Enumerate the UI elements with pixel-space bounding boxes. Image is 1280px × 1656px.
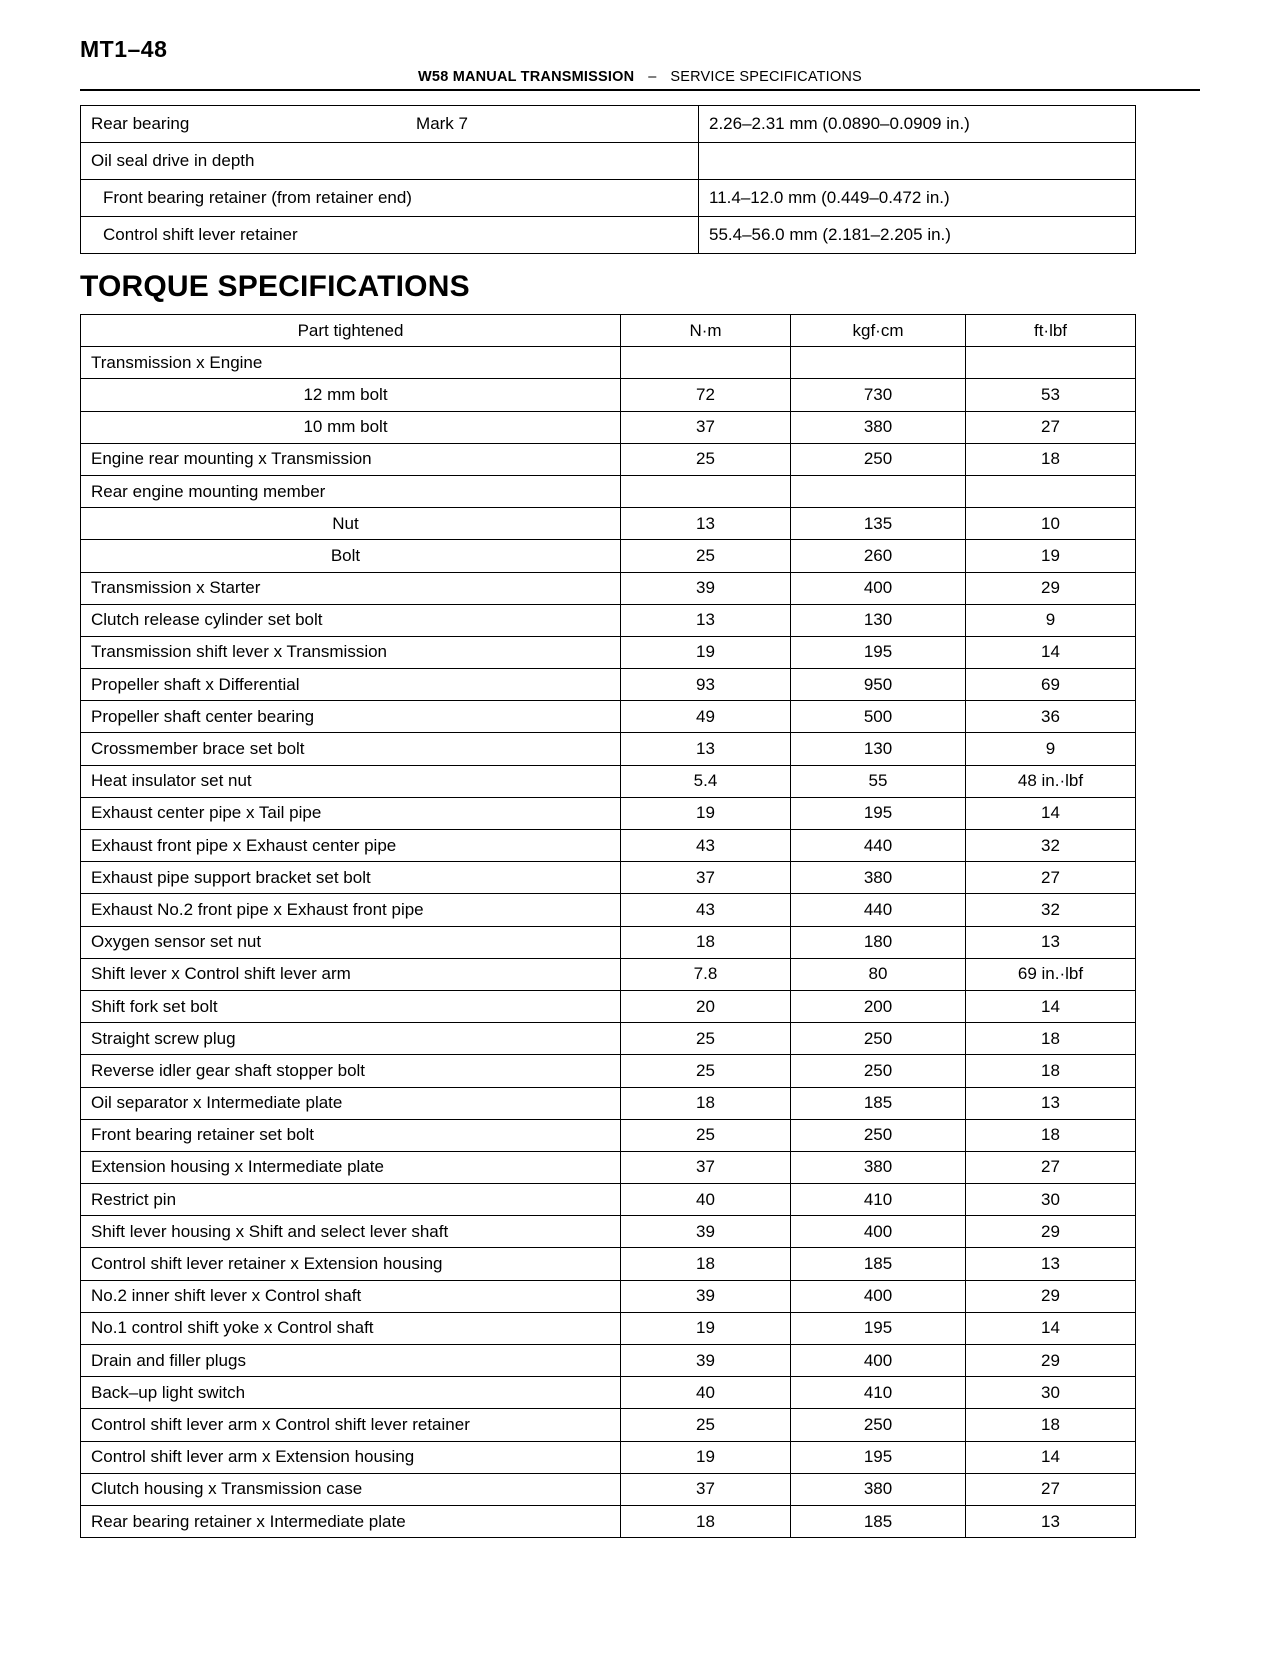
table-row (81, 540, 1136, 572)
kgfcm-cell: 200 (791, 990, 966, 1022)
kgfcm-cell: 185 (791, 1087, 966, 1119)
ftlbf-cell: 27 (966, 862, 1136, 894)
table-row (81, 797, 1136, 829)
table-row (81, 475, 1136, 507)
part-cell: Engine rear mounting x Transmission (81, 443, 621, 475)
kgfcm-cell: 130 (791, 604, 966, 636)
kgfcm-cell: 195 (791, 797, 966, 829)
kgfcm-cell: 440 (791, 830, 966, 862)
part-cell: Back–up light switch (81, 1377, 621, 1409)
header-separator: – (648, 69, 657, 85)
part-cell: Reverse idler gear shaft stopper bolt (81, 1055, 621, 1087)
ftlbf-cell (966, 347, 1136, 379)
ftlbf-cell: 18 (966, 443, 1136, 475)
part-cell: Drain and filler plugs (81, 1345, 621, 1377)
nm-cell: 20 (621, 990, 791, 1022)
part-cell: Clutch housing x Transmission case (81, 1473, 621, 1505)
table-row (81, 894, 1136, 926)
part-cell: No.1 control shift yoke x Control shaft (81, 1312, 621, 1344)
nm-cell: 25 (621, 1055, 791, 1087)
ftlbf-cell: 29 (966, 1345, 1136, 1377)
nm-cell: 13 (621, 733, 791, 765)
nm-cell: 37 (621, 411, 791, 443)
kgfcm-cell: 195 (791, 1441, 966, 1473)
nm-cell: 40 (621, 1377, 791, 1409)
part-cell: Bolt (81, 540, 621, 572)
ftlbf-cell: 53 (966, 379, 1136, 411)
ftlbf-cell: 14 (966, 797, 1136, 829)
kgfcm-cell: 380 (791, 1473, 966, 1505)
nm-cell: 72 (621, 379, 791, 411)
spec-value-cell: 2.26–2.31 mm (0.0890–0.0909 in.) (699, 106, 1136, 143)
column-header-ftlbf: ft·lbf (966, 315, 1136, 347)
nm-cell: 49 (621, 701, 791, 733)
ftlbf-cell: 14 (966, 990, 1136, 1022)
kgfcm-cell: 400 (791, 1216, 966, 1248)
nm-cell: 7.8 (621, 958, 791, 990)
table-row (81, 1409, 1136, 1441)
table-row (81, 1473, 1136, 1505)
kgfcm-cell: 410 (791, 1377, 966, 1409)
ftlbf-cell (966, 475, 1136, 507)
kgfcm-cell: 195 (791, 1312, 966, 1344)
nm-cell: 25 (621, 1119, 791, 1151)
ftlbf-cell: 13 (966, 1087, 1136, 1119)
ftlbf-cell: 29 (966, 1216, 1136, 1248)
kgfcm-cell: 260 (791, 540, 966, 572)
spec-name: Rear bearing (91, 114, 190, 133)
ftlbf-cell: 14 (966, 1441, 1136, 1473)
kgfcm-cell: 380 (791, 411, 966, 443)
ftlbf-cell: 27 (966, 1473, 1136, 1505)
ftlbf-cell: 32 (966, 894, 1136, 926)
table-row (81, 217, 1136, 254)
nm-cell: 13 (621, 604, 791, 636)
part-cell: Control shift lever arm x Extension housing (81, 1441, 621, 1473)
nm-cell: 18 (621, 1505, 791, 1537)
table-row (81, 733, 1136, 765)
table-row (81, 443, 1136, 475)
table-row (81, 1441, 1136, 1473)
kgfcm-cell: 135 (791, 508, 966, 540)
nm-cell: 19 (621, 1441, 791, 1473)
spec-name-cell (81, 106, 699, 143)
nm-cell: 39 (621, 1216, 791, 1248)
nm-cell: 5.4 (621, 765, 791, 797)
table-row (81, 1312, 1136, 1344)
table-row (81, 1151, 1136, 1183)
nm-cell: 18 (621, 1087, 791, 1119)
part-cell: Transmission x Engine (81, 347, 621, 379)
header-rule (80, 89, 1200, 91)
nm-cell: 43 (621, 894, 791, 926)
kgfcm-cell: 195 (791, 636, 966, 668)
ftlbf-cell: 30 (966, 1184, 1136, 1216)
part-cell: Control shift lever retainer x Extension housing (81, 1248, 621, 1280)
kgfcm-cell: 185 (791, 1505, 966, 1537)
kgfcm-cell: 250 (791, 1055, 966, 1087)
torque-specifications-table (80, 314, 1136, 1538)
nm-cell: 39 (621, 1280, 791, 1312)
table-row (81, 765, 1136, 797)
part-cell: Shift fork set bolt (81, 990, 621, 1022)
ftlbf-cell: 19 (966, 540, 1136, 572)
part-cell: 12 mm bolt (81, 379, 621, 411)
kgfcm-cell: 250 (791, 1119, 966, 1151)
part-cell: Exhaust center pipe x Tail pipe (81, 797, 621, 829)
part-cell: Exhaust pipe support bracket set bolt (81, 862, 621, 894)
table-row (81, 1216, 1136, 1248)
part-cell: Transmission x Starter (81, 572, 621, 604)
part-cell: Front bearing retainer set bolt (81, 1119, 621, 1151)
nm-cell: 93 (621, 669, 791, 701)
part-cell: Exhaust No.2 front pipe x Exhaust front pipe (81, 894, 621, 926)
nm-cell: 37 (621, 862, 791, 894)
nm-cell: 37 (621, 1473, 791, 1505)
table-row (81, 411, 1136, 443)
service-specifications-table (80, 105, 1136, 254)
table-row (81, 508, 1136, 540)
table-row (81, 1505, 1136, 1537)
nm-cell: 39 (621, 1345, 791, 1377)
nm-cell (621, 347, 791, 379)
kgfcm-cell (791, 347, 966, 379)
kgfcm-cell: 55 (791, 765, 966, 797)
part-cell: Propeller shaft center bearing (81, 701, 621, 733)
ftlbf-cell: 13 (966, 1248, 1136, 1280)
ftlbf-cell: 48 in.·lbf (966, 765, 1136, 797)
part-cell: Restrict pin (81, 1184, 621, 1216)
table-row (81, 604, 1136, 636)
nm-cell: 25 (621, 1023, 791, 1055)
table-row (81, 1345, 1136, 1377)
header-title: W58 MANUAL TRANSMISSION (418, 69, 635, 85)
table-row (81, 143, 1136, 180)
table-row (81, 347, 1136, 379)
section-title: TORQUE SPECIFICATIONS (80, 270, 470, 303)
part-cell: Transmission shift lever x Transmission (81, 636, 621, 668)
part-cell: Extension housing x Intermediate plate (81, 1151, 621, 1183)
document-header (80, 69, 1200, 89)
spec-name-cell: Front bearing retainer (from retainer end) (81, 180, 699, 217)
ftlbf-cell: 18 (966, 1119, 1136, 1151)
header-subtitle: SERVICE SPECIFICATIONS (670, 69, 862, 85)
kgfcm-cell: 400 (791, 1280, 966, 1312)
table-row (81, 862, 1136, 894)
table-row (81, 1119, 1136, 1151)
kgfcm-cell: 80 (791, 958, 966, 990)
part-cell: Oil separator x Intermediate plate (81, 1087, 621, 1119)
spec-mark: Mark 7 (416, 114, 468, 133)
part-cell: 10 mm bolt (81, 411, 621, 443)
part-cell: Rear engine mounting member (81, 475, 621, 507)
ftlbf-cell: 13 (966, 1505, 1136, 1537)
part-cell: Heat insulator set nut (81, 765, 621, 797)
part-cell: Straight screw plug (81, 1023, 621, 1055)
kgfcm-cell: 440 (791, 894, 966, 926)
kgfcm-cell: 380 (791, 1151, 966, 1183)
nm-cell: 13 (621, 508, 791, 540)
table-header-row (81, 315, 1136, 347)
table-row (81, 1184, 1136, 1216)
kgfcm-cell: 730 (791, 379, 966, 411)
ftlbf-cell: 27 (966, 411, 1136, 443)
part-cell: Shift lever x Control shift lever arm (81, 958, 621, 990)
part-cell: Propeller shaft x Differential (81, 669, 621, 701)
kgfcm-cell: 380 (791, 862, 966, 894)
table-row (81, 990, 1136, 1022)
table-row (81, 1023, 1136, 1055)
spec-value-cell: 55.4–56.0 mm (2.181–2.205 in.) (699, 217, 1136, 254)
ftlbf-cell: 29 (966, 1280, 1136, 1312)
nm-cell: 19 (621, 636, 791, 668)
table-row (81, 701, 1136, 733)
kgfcm-cell: 410 (791, 1184, 966, 1216)
part-cell: Oxygen sensor set nut (81, 926, 621, 958)
table-row (81, 669, 1136, 701)
spec-value-cell (699, 143, 1136, 180)
kgfcm-cell: 130 (791, 733, 966, 765)
ftlbf-cell: 10 (966, 508, 1136, 540)
ftlbf-cell: 36 (966, 701, 1136, 733)
nm-cell: 25 (621, 443, 791, 475)
nm-cell: 19 (621, 1312, 791, 1344)
ftlbf-cell: 27 (966, 1151, 1136, 1183)
kgfcm-cell: 250 (791, 1409, 966, 1441)
table-row (81, 958, 1136, 990)
part-cell: Shift lever housing x Shift and select lever shaft (81, 1216, 621, 1248)
ftlbf-cell: 9 (966, 733, 1136, 765)
kgfcm-cell: 180 (791, 926, 966, 958)
ftlbf-cell: 14 (966, 636, 1136, 668)
part-cell: Exhaust front pipe x Exhaust center pipe (81, 830, 621, 862)
table-row (81, 1248, 1136, 1280)
nm-cell: 25 (621, 540, 791, 572)
column-header-nm: N·m (621, 315, 791, 347)
nm-cell: 19 (621, 797, 791, 829)
ftlbf-cell: 18 (966, 1055, 1136, 1087)
table-row (81, 180, 1136, 217)
part-cell: Crossmember brace set bolt (81, 733, 621, 765)
part-cell: Nut (81, 508, 621, 540)
part-cell: Rear bearing retainer x Intermediate plate (81, 1505, 621, 1537)
kgfcm-cell: 400 (791, 572, 966, 604)
table-row (81, 636, 1136, 668)
ftlbf-cell: 69 in.·lbf (966, 958, 1136, 990)
spec-name-cell: Oil seal drive in depth (81, 143, 699, 180)
part-cell: Clutch release cylinder set bolt (81, 604, 621, 636)
kgfcm-cell: 250 (791, 443, 966, 475)
ftlbf-cell: 18 (966, 1409, 1136, 1441)
kgfcm-cell: 250 (791, 1023, 966, 1055)
nm-cell: 25 (621, 1409, 791, 1441)
part-cell: No.2 inner shift lever x Control shaft (81, 1280, 621, 1312)
nm-cell: 43 (621, 830, 791, 862)
part-cell: Control shift lever arm x Control shift lever retainer (81, 1409, 621, 1441)
table-row (81, 1377, 1136, 1409)
page-number: MT1–48 (80, 36, 168, 62)
nm-cell: 18 (621, 926, 791, 958)
ftlbf-cell: 18 (966, 1023, 1136, 1055)
kgfcm-cell: 185 (791, 1248, 966, 1280)
table-row (81, 1087, 1136, 1119)
nm-cell: 18 (621, 1248, 791, 1280)
nm-cell: 39 (621, 572, 791, 604)
spec-name-cell: Control shift lever retainer (81, 217, 699, 254)
ftlbf-cell: 69 (966, 669, 1136, 701)
kgfcm-cell: 500 (791, 701, 966, 733)
ftlbf-cell: 14 (966, 1312, 1136, 1344)
nm-cell (621, 475, 791, 507)
kgfcm-cell: 400 (791, 1345, 966, 1377)
table-row (81, 1055, 1136, 1087)
ftlbf-cell: 13 (966, 926, 1136, 958)
nm-cell: 40 (621, 1184, 791, 1216)
table-row (81, 572, 1136, 604)
table-row (81, 106, 1136, 143)
nm-cell: 37 (621, 1151, 791, 1183)
column-header-part: Part tightened (81, 315, 621, 347)
kgfcm-cell (791, 475, 966, 507)
kgfcm-cell: 950 (791, 669, 966, 701)
ftlbf-cell: 30 (966, 1377, 1136, 1409)
column-header-kgfcm: kgf·cm (791, 315, 966, 347)
table-row (81, 926, 1136, 958)
table-row (81, 379, 1136, 411)
spec-value-cell: 11.4–12.0 mm (0.449–0.472 in.) (699, 180, 1136, 217)
ftlbf-cell: 29 (966, 572, 1136, 604)
table-row (81, 1280, 1136, 1312)
ftlbf-cell: 32 (966, 830, 1136, 862)
table-row (81, 830, 1136, 862)
ftlbf-cell: 9 (966, 604, 1136, 636)
